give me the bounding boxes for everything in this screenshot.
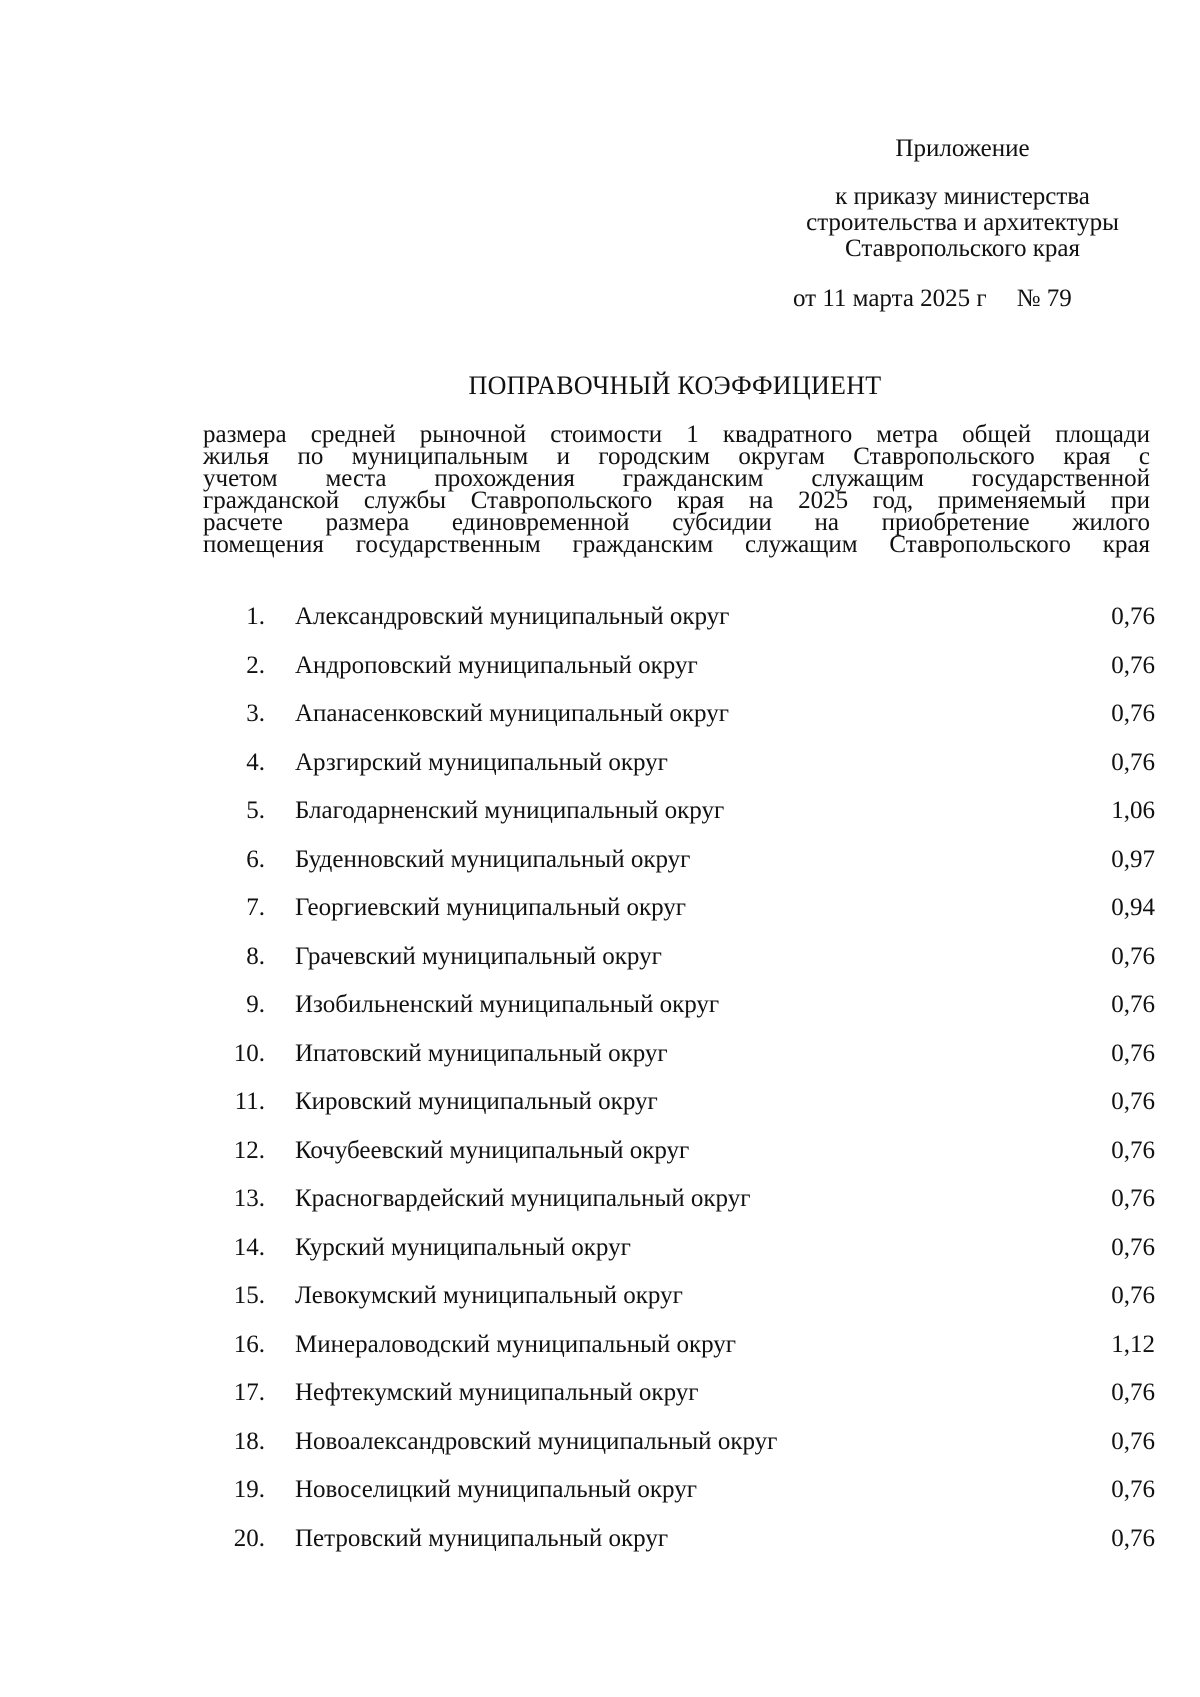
coefficient-value: 0,76 <box>1111 1233 1155 1261</box>
appendix-order-line-1: к приказу министерства <box>835 183 1090 210</box>
coefficient-value: 1,06 <box>1111 797 1155 824</box>
row-number: 4. <box>246 748 265 776</box>
coefficient-value: 0,76 <box>1111 1524 1155 1552</box>
subtitle-line: гражданской службы Ставропольского края на 2025 год, применяемый при <box>203 487 1150 514</box>
row-number: 9. <box>246 991 265 1018</box>
row-number: 14. <box>233 1233 265 1261</box>
list-item <box>205 1428 1155 1477</box>
list-item <box>205 603 1155 652</box>
appendix-header <box>775 136 1150 312</box>
district-name: Георгиевский муниципальный округ <box>295 894 687 921</box>
district-name: Новоалександровский муниципальный округ <box>295 1427 778 1455</box>
coefficient-value: 0,76 <box>1111 1136 1155 1164</box>
row-number: 1. <box>246 603 265 630</box>
subtitle-line: размера средней рыночной стоимости 1 квадратного метра общей площади <box>203 421 1150 448</box>
coefficient-value: 0,76 <box>1111 700 1155 727</box>
subtitle-line: помещения государственным гражданским служащим Ставропольского края <box>203 531 1150 558</box>
district-name: Ипатовский муниципальный округ <box>295 1039 668 1067</box>
list-item <box>205 991 1155 1040</box>
document-title: ПОПРАВОЧНЫЙ КОЭФФИЦИЕНТ <box>468 371 882 400</box>
appendix-order-line-3: Ставропольского края <box>845 235 1080 262</box>
coefficient-value: 0,76 <box>1111 748 1155 776</box>
row-number: 20. <box>233 1524 265 1552</box>
coefficient-value: 0,76 <box>1111 1185 1155 1212</box>
row-number: 11. <box>234 1088 265 1115</box>
coefficient-value: 0,76 <box>1111 651 1155 679</box>
district-name: Кировский муниципальный округ <box>295 1088 658 1115</box>
coefficient-value: 0,76 <box>1111 603 1155 630</box>
list-item <box>205 797 1155 846</box>
list-item <box>205 1088 1155 1137</box>
district-name: Андроповский муниципальный округ <box>295 651 698 679</box>
subtitle-line: учетом места прохождения гражданским служащим государственной <box>203 465 1150 492</box>
district-name: Грачевский муниципальный округ <box>295 942 662 970</box>
list-item <box>205 700 1155 749</box>
row-number: 10. <box>233 1039 265 1067</box>
list-item <box>205 1379 1155 1428</box>
row-number: 15. <box>233 1282 265 1309</box>
list-item <box>205 1234 1155 1283</box>
district-name: Красногвардейский муниципальный округ <box>295 1185 751 1212</box>
row-number: 2. <box>246 651 265 679</box>
appendix-title: Приложение <box>895 135 1030 162</box>
appendix-order-line-2: строительства и архитектуры <box>806 209 1119 236</box>
row-number: 7. <box>246 894 265 921</box>
coefficient-value: 0,76 <box>1111 1282 1155 1309</box>
list-item <box>205 1476 1155 1525</box>
subtitle-line: жилья по муниципальным и городским округам Ставропольского края с <box>203 443 1150 470</box>
district-name: Апанасенковский муниципальный округ <box>295 700 729 727</box>
row-number: 12. <box>233 1136 265 1164</box>
document-subtitle <box>203 421 1150 558</box>
district-name: Новоселицкий муниципальный округ <box>295 1476 697 1503</box>
row-number: 19. <box>233 1476 265 1503</box>
list-item <box>205 1525 1155 1574</box>
list-item <box>205 1185 1155 1234</box>
coefficient-value: 0,76 <box>1111 1379 1155 1406</box>
order-number: № 79 <box>1016 285 1072 312</box>
list-item <box>205 846 1155 895</box>
list-item <box>205 1137 1155 1186</box>
row-number: 3. <box>246 700 265 727</box>
district-name: Кочубеевский муниципальный округ <box>295 1136 690 1164</box>
district-coefficient-list <box>205 603 1155 1573</box>
list-item <box>205 894 1155 943</box>
list-item <box>205 943 1155 992</box>
row-number: 8. <box>246 942 265 970</box>
order-date: от 11 марта 2025 г <box>793 285 987 312</box>
list-item <box>205 749 1155 798</box>
row-number: 13. <box>233 1185 265 1212</box>
list-item <box>205 1282 1155 1331</box>
coefficient-value: 0,76 <box>1111 1427 1155 1455</box>
row-number: 6. <box>246 845 265 873</box>
district-name: Нефтекумский муниципальный округ <box>295 1379 699 1406</box>
row-number: 17. <box>233 1379 265 1406</box>
coefficient-value: 0,76 <box>1111 1039 1155 1067</box>
row-number: 16. <box>233 1330 265 1358</box>
coefficient-value: 0,76 <box>1111 991 1155 1018</box>
coefficient-value: 0,94 <box>1111 894 1155 921</box>
coefficient-value: 0,76 <box>1111 1088 1155 1115</box>
district-name: Левокумский муниципальный округ <box>295 1282 683 1309</box>
coefficient-value: 0,76 <box>1111 942 1155 970</box>
district-name: Благодарненский муниципальный округ <box>295 797 725 824</box>
coefficient-value: 0,97 <box>1111 845 1155 873</box>
district-name: Александровский муниципальный округ <box>295 603 730 630</box>
subtitle-line: расчете размера единовременной субсидии на приобретение жилого <box>203 509 1150 536</box>
row-number: 18. <box>233 1427 265 1455</box>
district-name: Минераловодский муниципальный округ <box>295 1330 737 1358</box>
list-item <box>205 1040 1155 1089</box>
list-item <box>205 652 1155 701</box>
district-name: Изобильненский муниципальный округ <box>295 991 720 1018</box>
district-name: Арзгирский муниципальный округ <box>295 748 668 776</box>
list-item <box>205 1331 1155 1380</box>
district-name: Буденновский муниципальный округ <box>295 845 691 873</box>
coefficient-value: 1,12 <box>1111 1330 1155 1358</box>
coefficient-value: 0,76 <box>1111 1476 1155 1503</box>
row-number: 5. <box>246 797 265 824</box>
district-name: Петровский муниципальный округ <box>295 1524 669 1552</box>
order-date-row <box>775 286 1150 312</box>
district-name: Курский муниципальный округ <box>295 1233 631 1261</box>
